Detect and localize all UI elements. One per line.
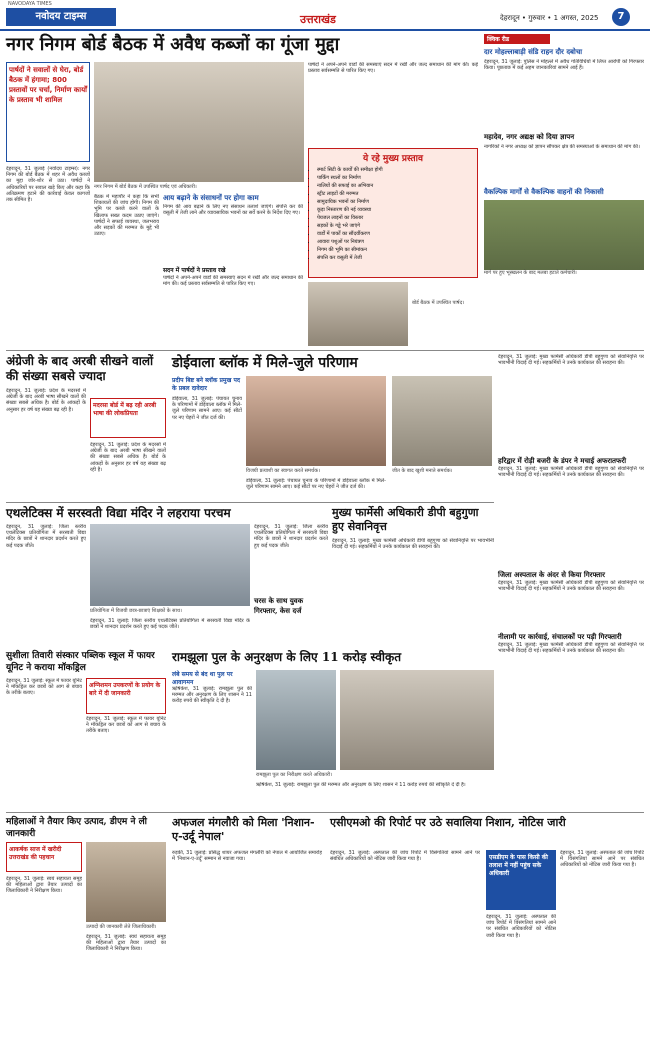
quick-read-label: क्विक रीड [484,34,550,44]
proposals-photo [308,282,408,346]
sdm-body-3: देहरादून, 31 जुलाई: अस्पताल की जांच रिपोर्ट में विसंगतियां सामने आने पर संबंधित अधिकारियों को नोटिस जारी किया गया है। [560,850,644,869]
arabic-subhead: मदरसा बोर्ड में बढ़ रही अरबी भाषा की लोकप्रियता [90,398,166,438]
women-headline: महिलाओं ने तैयार किए उत्पाद, डीएम ने ली जानकारी [6,817,148,839]
proposal-item: • निगम की भूमि का सीमांकन [317,246,477,254]
arabic-headline: अंग्रेजी के बाद अरबी सीखने वालों की संख्या सबसे ज्यादा [6,354,154,383]
afzal-headline: अफजल मंगलौरी को मिला 'निशान-ए-उर्दू नेपाल' [172,816,315,843]
doiwala-photo-caption-2: जीत के बाद खुशी मनाते समर्थक। [392,468,453,474]
doiwala-photo-caption-1: विजयी प्रत्याशी का स्वागत करते समर्थक। [246,468,320,474]
proposal-item: • पार्किंग स्थलों का निर्माण [317,174,477,182]
proposals-intro-text: पार्षदों ने अपने-अपने वार्डों की समस्याएं सदन में रखीं और जल्द समाधान की मांग की। कई प्रस्ताव सर्वसम्मति से पारित किए गए। [308,62,478,75]
divider-2 [6,502,494,503]
right-top-photo [484,200,644,270]
lead-intro: देहरादून, 31 जुलाई (नवोदय टाइम्स): नगर निगम की बोर्ड बैठक में शहर में अवैध कब्जों का मुद्दा जोर-शोर से उठा। पार्षदों ने अधिकारियों पर सवाल खड़े किए और कहा कि अतिक्रमण हटाने की कार्रवाई केवल कागजों तक सीमित है। [6,166,90,204]
divider-3 [6,812,644,813]
proposals-photo-caption: बोर्ड बैठक में उपस्थित पार्षद। [412,300,465,306]
right-mid-body: देहरादून, 31 जुलाई: मुख्य फार्मेसी अधिकारी डीपी बहुगुणा को सेवानिवृत्ति पर भावभीनी विदाई दी गई। सहकर्मियों ने उनके कार्यकाल की सराहना की। [498,354,644,367]
proposals-box [308,148,478,278]
doiwala-photo-1 [246,376,386,466]
women-subhead: आकर्षक साज में खरीदी उत्तराखंड की पहचान [6,842,82,872]
athletics-headline: एथलेटिक्स में सरस्वती विद्या मंदिर ने लहराया परचम [6,506,231,520]
proposal-item: • नालियों की सफाई का अभियान [317,182,477,190]
dateline: देहरादून • गुरुवार • 1 अगस्त, 2025 [500,14,599,22]
doiwala-headline: डोईवाला ब्लॉक में मिले-जुले परिणाम [172,355,358,371]
bridge-body-2: ऋषिकेश, 31 जुलाई: रामझूला पुल की मरम्मत और अनुरक्षण के लिए शासन ने 11 करोड़ रुपये की स्वीकृति दे दी है। [256,782,466,788]
right-top-head2: महादेव, नगर अद्यक्ष को दिया ज्ञापन [484,132,575,141]
lead-photo [94,62,304,182]
cmo-body: देहरादून, 31 जुलाई: मुख्य फार्मेसी अधिकारी डीपी बहुगुणा को सेवानिवृत्ति पर भावभीनी विदाई दी गई। सहकर्मियों ने उनके कार्यकाल की सराहना की। [332,538,494,551]
right-top-body2: नागरिकों ने नगर अध्यक्ष को ज्ञापन सौंपकर क्षेत्र की समस्याओं के समाधान की मांग की। [484,144,640,150]
lead-side-body: पार्षदों ने अपने-अपने वार्डों की समस्याएं सदन में रखीं और जल्द समाधान की मांग की। कई प्रस्ताव सर्वसम्मति से पारित किए गए। [163,275,303,288]
proposal-item: • पेयजल लाइनों का विस्तार [317,214,477,222]
proposals-title: ये रहे मुख्य प्रस्ताव [362,154,424,164]
doiwala-photo-2 [392,376,492,466]
proposal-item: • सड़कों के गड्ढे भरे जाएंगे [317,222,477,230]
athletics-side-head: चरस के साथ युवक गिरफ्तार, केस दर्ज [254,596,304,615]
lead-headline: नगर निगम बोर्ड बैठक में अवैध कब्जों का गूंजा मुद्दा [6,34,340,55]
lead-mid-head: आय बढ़ाने के संसाधनों पर होगा काम [163,194,259,202]
right-mid-head1: हरिद्वार में रोड़ी बजरी के डंपर ने मचाई अफरातफरी [498,456,627,465]
right-top-column [484,34,644,346]
athletics-body-3: देहरादून, 31 जुलाई: जिला स्तरीय एथलेटिक्स प्रतियोगिता में सरस्वती विद्या मंदिर के छात्रों ने शानदार प्रदर्शन करते हुए कई पदक जीते। [254,524,328,549]
section-title: उत्तराखंड [300,13,336,26]
proposals-intro-area [308,62,478,142]
lead-subhead: पार्षदों ने सवालों से घेरा, बोर्ड बैठक में हंगामा; 800 प्रस्तावों पर चर्चा, निर्माण कार्यों के प्रस्ताव भी शामिल [6,62,90,162]
doiwala-body: डोईवाला, 31 जुलाई: पंचायत चुनाव के परिणामों में डोईवाला ब्लॉक में मिले-जुले परिणाम सामने आए। कई सीटों पर नए चेहरों ने जीत दर्ज की। [172,396,242,421]
bridge-body: ऋषिकेश, 31 जुलाई: रामझूला पुल की मरम्मत और अनुरक्षण के लिए शासन ने 11 करोड़ रुपये की स्वीकृति दे दी है। [172,686,252,705]
bridge-photo-1 [256,670,336,770]
athletics-body: देहरादून, 31 जुलाई: जिला स्तरीय एथलेटिक्स प्रतियोगिता में सरस्वती विद्या मंदिर के छात्रों ने शानदार प्रदर्शन करते हुए कई पदक जीते। [6,524,86,549]
lead-body: बैठक में महापौर ने कहा कि सभी शिकायतों की जांच होगी। निगम की भूमि पर कब्जे करने वालों के खिलाफ सख्त कदम उठाए जाएंगे। पार्षदों ने सफाई व्यवस्था, जलभराव और सड़कों की मरम्मत के मुद्दे भी उठाए। [94,194,159,238]
athletics-body-2: देहरादून, 31 जुलाई: जिला स्तरीय एथलेटिक्स प्रतियोगिता में सरस्वती विद्या मंदिर के छात्रों ने शानदार प्रदर्शन करते हुए कई पदक जीते। [90,618,250,631]
masthead [0,0,650,30]
women-body: देहरादून, 31 जुलाई: स्वयं सहायता समूह की महिलाओं द्वारा तैयार उत्पादों का जिलाधिकारी ने निरीक्षण किया। [6,876,82,895]
athletics-photo-caption: प्रतियोगिता में विजयी छात्र-छात्राएं शिक्षकों के साथ। [90,608,182,614]
sdm-headline: एसीएमओ की रिपोर्ट पर उठे सवालिया निशान, नोटिस जारी [330,816,566,829]
bridge-subhead: लंबे समय से बंद था पुल पर आवागमन [172,671,233,686]
proposal-item: • कूड़ा निस्तारण की नई व्यवस्था [317,206,477,214]
logo-small-text: NAVODAYA TIMES [8,1,52,7]
women-photo [86,842,166,922]
right-mid-body-3: देहरादून, 31 जुलाई: मुख्य फार्मेसी अधिकारी डीपी बहुगुणा को सेवानिवृत्ति पर भावभीनी विदाई दी गई। सहकर्मियों ने उनके कार्यकाल की सराहना की। [498,580,644,593]
afzal-body: रुड़की, 31 जुलाई: प्रसिद्ध शायर अफजल मंगलौरी को नेपाल में आयोजित समारोह में 'निशान-ए-उर्दू' सम्मान से नवाजा गया। [172,850,322,863]
school-subhead: अग्निशमन उपकरणों के प्रयोग के बारे में दी जानकारी [86,678,166,714]
athletics-photo [90,524,250,606]
right-mid-body-2: देहरादून, 31 जुलाई: मुख्य फार्मेसी अधिकारी डीपी बहुगुणा को सेवानिवृत्ति पर भावभीनी विदाई दी गई। सहकर्मियों ने उनके कार्यकाल की सराहना की। [498,466,644,479]
right-mid-body-4: देहरादून, 31 जुलाई: मुख्य फार्मेसी अधिकारी डीपी बहुगुणा को सेवानिवृत्ति पर भावभीनी विदाई दी गई। सहकर्मियों ने उनके कार्यकाल की सराहना की। [498,642,644,655]
lead-photo-caption: नगर निगम में बोर्ड बैठक में उपस्थित पार्षद एवं अधिकारी। [94,184,197,190]
lead-mid-body: निगम की आय बढ़ाने के लिए नए संसाधन तलाशे जाएंगे। संपत्ति कर की वसूली में तेजी लाने और व्यावसायिक भवनों का सर्वे करने के निर्देश दिए गए। [163,204,303,217]
page-number: 7 [612,8,630,26]
right-top-headline: दार मोहल्लाबाड़ी संडि राहन दौर दबोचा [484,47,583,56]
masthead-rule [0,29,650,31]
right-top-head3: वैकल्पिक मार्गों से वैकल्पिक वाहनों की निकासी [484,187,604,196]
proposal-item: • स्ट्रीट लाइटों की मरम्मत [317,190,477,198]
lead-side-head: सदन में पार्षदों ने प्रस्ताव रखे [163,267,226,274]
proposal-item: • वार्डों में पार्कों का सौंदर्यीकरण [317,230,477,238]
bridge-photo-caption: रामझूला पुल का निरीक्षण करते अधिकारी। [256,772,333,778]
sdm-body: देहरादून, 31 जुलाई: अस्पताल की जांच रिपोर्ट में विसंगतियां सामने आने पर संबंधित अधिकारियों को नोटिस जारी किया गया है। [330,850,480,863]
women-photo-caption: उत्पादों की जानकारी लेते जिलाधिकारी। [86,924,157,930]
arabic-body-2: देहरादून, 31 जुलाई: प्रदेश के मदरसों में अंग्रेजी के बाद अरबी भाषा सीखने वालों की संख्या सबसे अधिक है। बोर्ड के आंकड़ों के अनुसार हर वर्ष यह संख्या बढ़ रही है। [90,442,166,473]
sdm-box: एसडीएम के पास किसी की तलाश में नहीं पहुंच सके अधिकारी [486,850,556,910]
women-body-2: देहरादून, 31 जुलाई: स्वयं सहायता समूह की महिलाओं द्वारा तैयार उत्पादों का जिलाधिकारी ने निरीक्षण किया। [86,934,166,953]
cmo-headline: मुख्य फार्मेसी अधिकारी डीपी बहुगुणा हुए सेवानिवृत्त [332,506,479,533]
proposals-list [309,166,477,262]
proposal-item: • सामुदायिक भवनों का निर्माण [317,198,477,206]
newspaper-logo: नवोदय टाइम्स [6,8,116,26]
school-headline: सुशीला तिवारी संस्कार पब्लिक स्कूल में फायर यूनिट ने कराया मॉकड्रिल [6,651,155,673]
doiwala-subhead: प्रदीप बिष्ट बने ब्लॉक प्रमुख पद के प्रबल दावेदार [172,377,241,392]
divider-1 [6,350,644,351]
proposal-item: • आवारा पशुओं पर नियंत्रण [317,238,477,246]
doiwala-body-2: डोईवाला, 31 जुलाई: पंचायत चुनाव के परिणामों में डोईवाला ब्लॉक में मिले-जुले परिणाम सामने आए। कई सीटों पर नए चेहरों ने जीत दर्ज की। [246,478,386,491]
bridge-photo-2 [340,670,494,770]
school-body: देहरादून, 31 जुलाई: स्कूल में फायर यूनिट ने मॉकड्रिल कर छात्रों को आग से बचाव के तरीके बताए। [6,678,82,697]
sdm-body-2: देहरादून, 31 जुलाई: अस्पताल की जांच रिपोर्ट में विसंगतियां सामने आने पर संबंधित अधिकारियों को नोटिस जारी किया गया है। [486,914,556,939]
school-body-2: देहरादून, 31 जुलाई: स्कूल में फायर यूनिट ने मॉकड्रिल कर छात्रों को आग से बचाव के तरीके बताए। [86,716,166,735]
bridge-headline: रामझूला पुल के अनुरक्षण के लिए 11 करोड़ स्वीकृत [172,650,402,664]
right-mid-head3: नीलामी पर कार्रवाई, संचालकों पर पड़ी गिरफ्तारी [498,632,622,641]
proposal-item: • स्मार्ट सिटी के कार्यों की समीक्षा होगी [317,166,477,174]
right-mid-head2: जिला अस्पताल के अंदर से किया गिरफ्तार [498,570,605,579]
arabic-body: देहरादून, 31 जुलाई: प्रदेश के मदरसों में अंग्रेजी के बाद अरबी भाषा सीखने वालों की संख्या सबसे अधिक है। बोर्ड के आंकड़ों के अनुसार हर वर्ष यह संख्या बढ़ रही है। [6,388,86,413]
proposal-item: • संपत्ति कर वसूली में तेजी [317,254,477,262]
right-top-photo-caption: मार्ग पर हुए भूस्खलन के बाद मलबा हटाते कर्मचारी। [484,270,577,276]
right-top-body: देहरादून, 31 जुलाई: पुलिस ने मोहल्ले में अवैध गतिविधियों में लिप्त आरोपी को गिरफ्तार किया। पूछताछ में कई अहम जानकारियां सामने आई हैं। [484,59,644,72]
